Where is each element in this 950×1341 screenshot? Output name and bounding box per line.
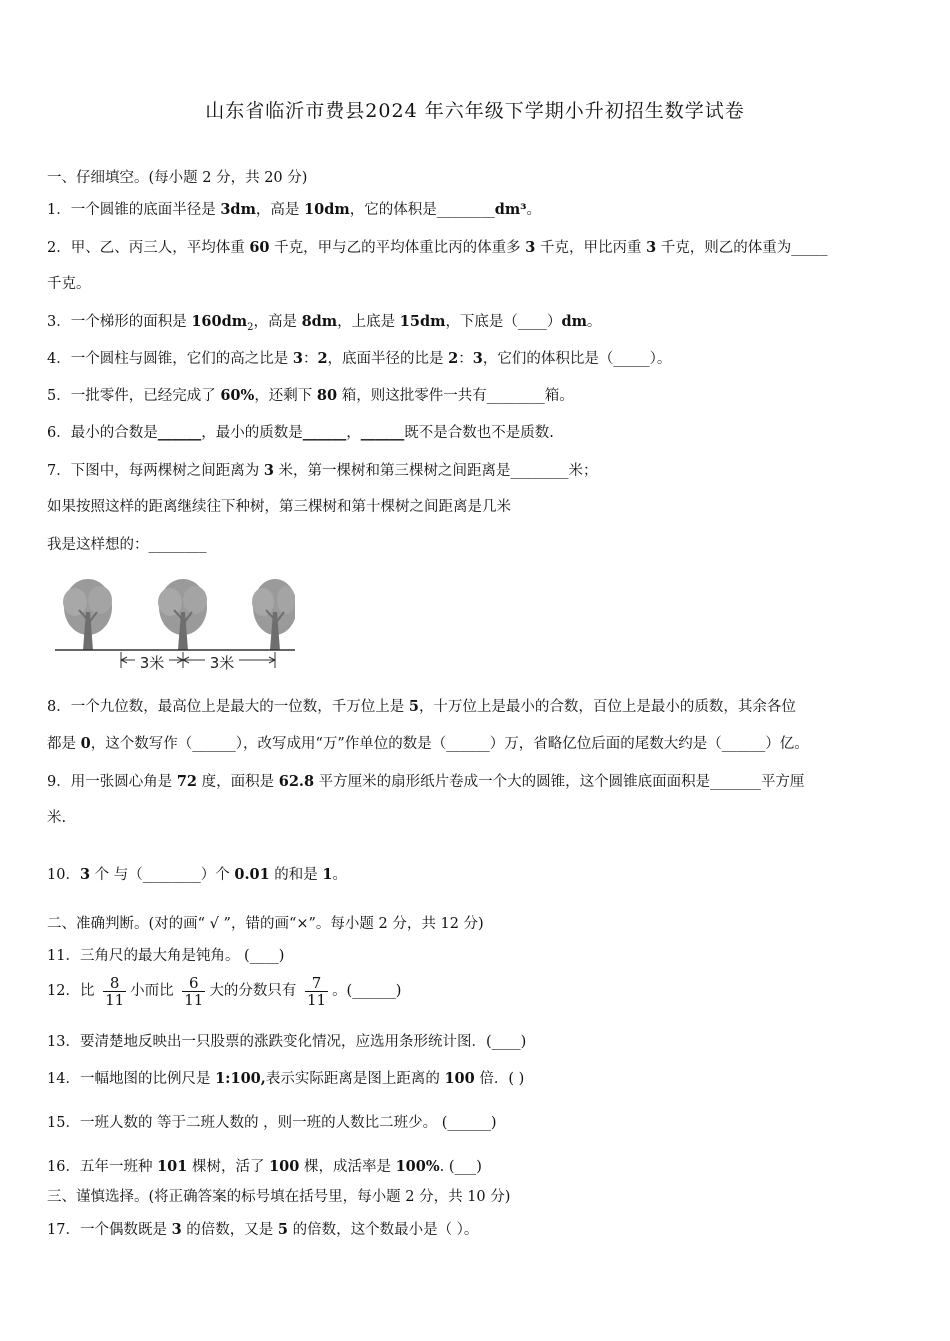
- question-10: 10．3 个 与（________）个 0.01 的和是 1。: [47, 866, 348, 883]
- question-5: 5．一批零件，已经完成了 60%，还剩下 80 箱，则这批零件一共有________箱。: [47, 387, 574, 404]
- question-14: 14．一幅地图的比例尺是 1:100,表示实际距离是图上距离的 100 倍．( ): [47, 1070, 525, 1087]
- question-15: 15．一班人数的 等于二班人数的 ，则一班的人数比二班少。 (______): [47, 1115, 497, 1131]
- question-8-continued: 都是 0，这个数写作（______），改写成用“万”作单位的数是（______）万，省略亿位后面的尾数大约是（______）亿。: [47, 735, 809, 752]
- fraction-8-11: $\frac{8}{11}$: [105, 973, 125, 1009]
- tree-3: [252, 579, 295, 650]
- tree-distance-figure: [55, 572, 295, 684]
- question-13: 13．要清楚地反映出一只股票的涨跌变化情况，应选用条形统计图．(____): [47, 1034, 527, 1050]
- fraction-6-11: $\frac{6}{11}$: [184, 973, 204, 1009]
- question-2: 2．甲、乙、丙三人，平均体重 60 千克，甲与乙的平均体重比丙的体重多 3 千克，甲比丙重 3 千克，则乙的体重为_____: [47, 239, 828, 256]
- tree-2: [158, 579, 207, 650]
- question-11: 11．三角尺的最大角是钝角。 (____): [47, 948, 285, 964]
- exam-title: 山东省临沂市费县2024 年六年级下学期小升初招生数学试卷: [205, 100, 745, 122]
- question-7-line-2: 如果按照这样的距离继续往下种树，第三棵树和第十棵树之间距离是几米: [47, 499, 511, 515]
- question-3: 3．一个梯形的面积是 $160dm_2$，高是 8dm，上底是 15dm，下底是（____）dm。: [47, 313, 602, 333]
- question-16: 16．五年一班种 101 棵树，活了 100 棵，成活率是 100%. (___): [47, 1158, 482, 1175]
- question-9-continued: 米.: [47, 810, 67, 826]
- section-3-heading: 三、谨慎选择。(将正确答案的标号填在括号里，每小题 2 分，共 10 分): [47, 1189, 511, 1205]
- question-9: 9．用一张圆心角是 72 度，面积是 62.8 平方厘米的扇形纸片卷成一个大的圆锥，这个圆锥底面面积是_______平方厘: [47, 773, 805, 790]
- question-8: 8．一个九位数，最高位上是最大的一位数，千万位上是 5，十万位上是最小的合数，百位上是最小的质数，其余各位: [47, 698, 796, 715]
- question-4: 4．一个圆柱与圆锥，它们的高之比是 3：2，底面半径的比是 2：3，它们的体积比是（_____）。: [47, 350, 672, 367]
- question-12: 12．比 $\frac{8}{11}$ 小而比 $\frac{6}{11}$ 大的分数只有 $\frac{7}{11}$ 。(______): [47, 973, 402, 1009]
- section-1-heading: 一、仔细填空。(每小题 2 分，共 20 分): [47, 170, 308, 186]
- question-7-line-3: 我是这样想的：________: [47, 537, 207, 553]
- question-17: 17．一个偶数既是 3 的倍数，又是 5 的倍数，这个数最小是（ ）。: [47, 1221, 479, 1238]
- section-2-heading: 二、准确判断。(对的画“ √ ”，错的画“×”。每小题 2 分，共 12 分): [47, 916, 484, 932]
- tree-1: [63, 579, 112, 650]
- question-2-continued: 千克。: [47, 276, 91, 292]
- question-6: 6．最小的合数是______，最小的质数是______，______既不是合数也不是质数.: [47, 424, 554, 441]
- question-7: 7．下图中，每两棵树之间距离为 3 米，第一棵树和第三棵树之间距离是________米；: [47, 462, 598, 479]
- distance-label-2: 3米: [209, 654, 235, 672]
- fraction-7-11: $\frac{7}{11}$: [306, 973, 327, 1009]
- distance-label-1: 3米: [139, 654, 165, 672]
- question-1: 1．一个圆锥的底面半径是 3dm，高是 10dm，它的体积是________dm³。: [47, 201, 542, 218]
